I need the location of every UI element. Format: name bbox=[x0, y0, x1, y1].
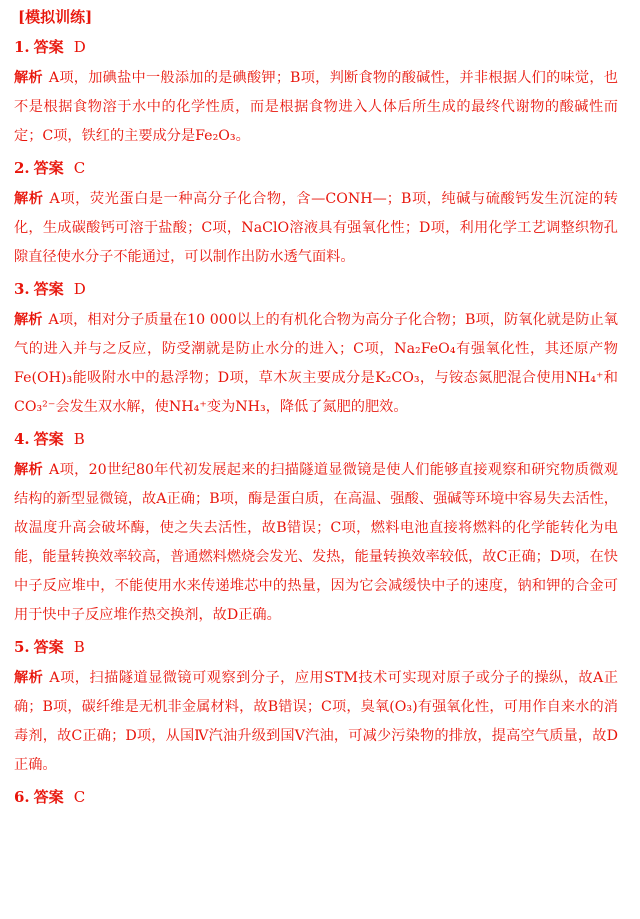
analysis-paragraph bbox=[14, 456, 618, 630]
answer-value: C bbox=[73, 159, 86, 177]
analysis-label: 解析 bbox=[14, 670, 44, 686]
analysis-text: A项，相对分子质量在10 000以上的有机化合物为高分子化合物；B项，防氧化就是防止氧气的进入并与之反应，防受潮就是防止水分的进入；C项，Na₂FeO₄有强氧化性，其还原产物Fe(OH)₃能吸附水中的悬浮物；D项，草木灰主要成分是K₂CO₃，与铵态氮肥混合使用NH₄⁺和CO₃²⁻会发生双水解，使NH₄⁺变为NH₃，降低了氮肥的肥效。 bbox=[14, 312, 618, 415]
answer-line bbox=[14, 636, 618, 658]
analysis-paragraph bbox=[14, 64, 618, 151]
question-number: 3. bbox=[14, 280, 30, 298]
answer-value: D bbox=[73, 38, 86, 56]
question-number: 2. bbox=[14, 159, 30, 177]
answer-value: C bbox=[73, 788, 86, 806]
answer-label: 答案 bbox=[33, 280, 64, 298]
question-number: 5. bbox=[14, 638, 30, 656]
analysis-paragraph bbox=[14, 185, 618, 272]
question-number: 1. bbox=[14, 38, 30, 56]
answer-label: 答案 bbox=[33, 38, 64, 56]
question-6 bbox=[14, 786, 618, 808]
answer-value: D bbox=[73, 280, 86, 298]
answer-label: 答案 bbox=[33, 638, 64, 656]
answer-line bbox=[14, 786, 618, 808]
answer-line bbox=[14, 428, 618, 450]
analysis-label: 解析 bbox=[14, 70, 43, 86]
analysis-text: A项，扫描隧道显微镜可观察到分子，应用STM技术可实现对原子或分子的操纵，故A正确；B项，碳纤维是无机非金属材料，故B错误；C项，臭氧(O₃)有强氧化性，可用作自来水的消毒剂，故C正确；D项，从国Ⅳ汽油升级到国Ⅴ汽油，可减少污染物的排放，提高空气质量，故D正确。 bbox=[14, 670, 618, 773]
answer-label: 答案 bbox=[33, 159, 64, 177]
analysis-text: A项，荧光蛋白是一种高分子化合物，含—CONH—；B项，纯碱与硫酸钙发生沉淀的转化，生成碳酸钙可溶于盐酸；C项，NaClO溶液具有强氧化性；D项，利用化学工艺调整织物孔隙直径使水分子不能通过，可以制作出防水透气面料。 bbox=[14, 191, 618, 265]
answer-line bbox=[14, 36, 618, 58]
analysis-label: 解析 bbox=[14, 462, 44, 478]
analysis-label: 解析 bbox=[14, 191, 44, 207]
analysis-paragraph bbox=[14, 664, 618, 780]
question-1 bbox=[14, 36, 618, 151]
answer-value: B bbox=[73, 430, 85, 448]
analysis-label: 解析 bbox=[14, 312, 43, 328]
section-title: [模拟训练] bbox=[18, 8, 93, 26]
answer-label: 答案 bbox=[33, 788, 64, 806]
answer-line bbox=[14, 278, 618, 300]
question-2 bbox=[14, 157, 618, 272]
answer-value: B bbox=[73, 638, 85, 656]
question-number: 4. bbox=[14, 430, 30, 448]
question-4 bbox=[14, 428, 618, 630]
analysis-text: A项，20世纪80年代初发展起来的扫描隧道显微镜是使人们能够直接观察和研究物质微观结构的新型显微镜，故A正确；B项，酶是蛋白质，在高温、强酸、强碱等环境中容易失去活性，故温度升高会破坏酶，使之失去活性，故B错误；C项，燃料电池直接将燃料的化学能转化为电能，能量转换效率较高，普通燃料燃烧会发光、发热，能量转换效率较低，故C正确；D项，在快中子反应堆中，不能使用水来传递堆芯中的热量，因为它会减缓快中子的速度，钠和钾的合金可用于快中子反应堆作热交换剂，故D正确。 bbox=[14, 462, 618, 623]
analysis-paragraph bbox=[14, 306, 618, 422]
question-3 bbox=[14, 278, 618, 422]
question-5 bbox=[14, 636, 618, 780]
answer-label: 答案 bbox=[33, 430, 64, 448]
analysis-text: A项，加碘盐中一般添加的是碘酸钾；B项，判断食物的酸碱性，并非根据人们的味觉，也不是根据食物溶于水中的化学性质，而是根据食物进入人体后所生成的最终代谢物的酸碱性而定；C项，铁红的主要成分是Fe₂O₃。 bbox=[14, 70, 618, 144]
question-number: 6. bbox=[14, 788, 30, 806]
answer-line bbox=[14, 157, 618, 179]
